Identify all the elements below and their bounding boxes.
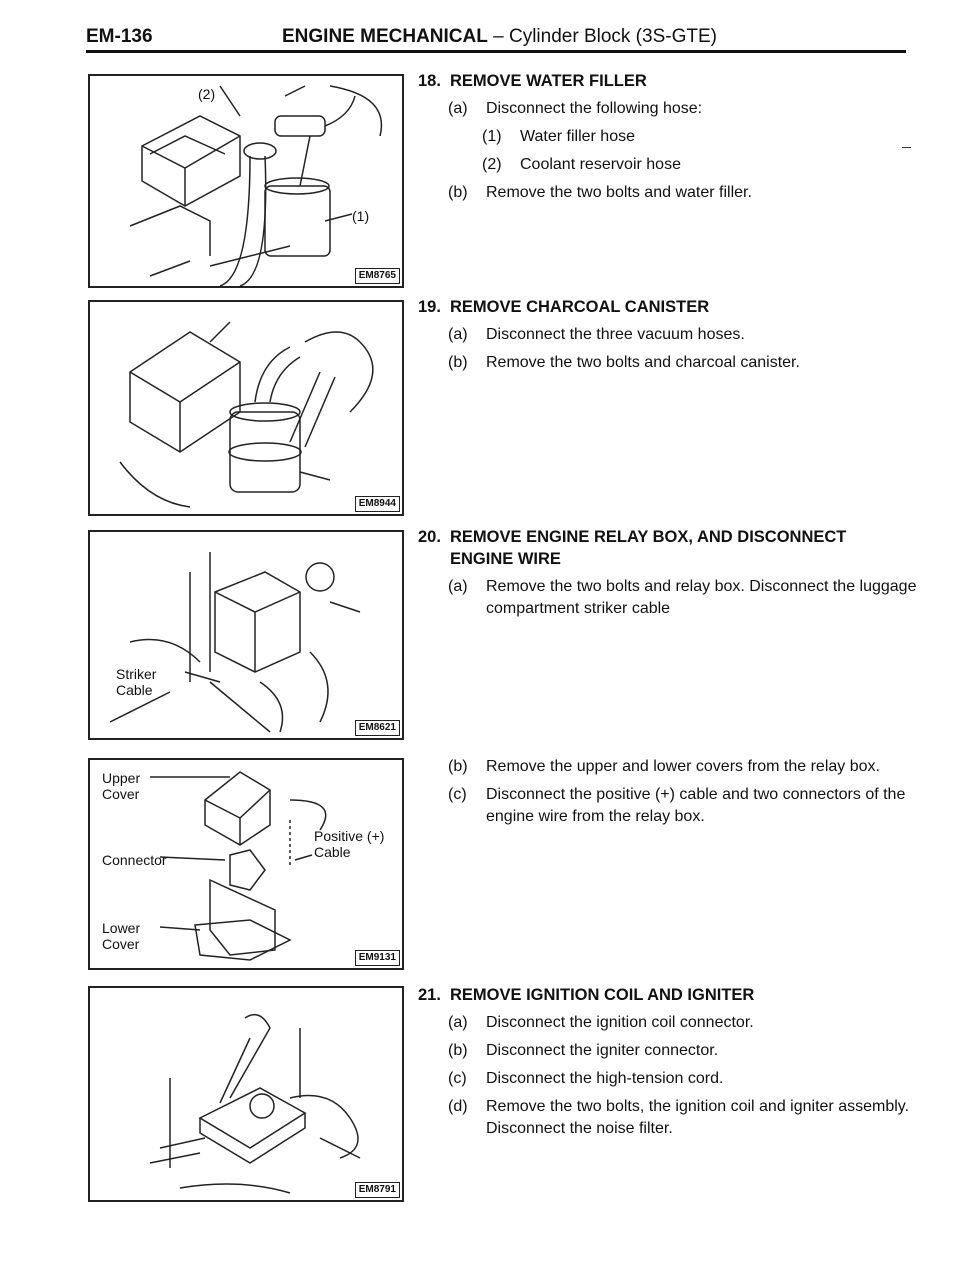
step-item [418, 784, 918, 828]
item-text: Remove the upper and lower covers from the relay box. [486, 758, 880, 775]
figure-water-filler [88, 74, 404, 288]
label-positive-cable: Cable [314, 844, 351, 860]
figure-code: EM8765 [355, 268, 400, 284]
figure-ignition-coil [88, 986, 404, 1202]
item-letter: (b) [448, 184, 468, 201]
item-text: Disconnect the igniter connector. [486, 1042, 719, 1059]
figure-code: EM8791 [355, 1182, 400, 1198]
item-text: Coolant reservoir hose [520, 156, 681, 173]
item-text: Water filler hose [520, 128, 635, 145]
label-striker: Striker [116, 666, 157, 682]
page-number: EM-136 [86, 26, 153, 47]
label-coolant-reservoir-hose: (2) [198, 86, 216, 102]
item-text: Disconnect the following hose: [486, 100, 703, 117]
step-heading [418, 296, 918, 318]
step-item [418, 324, 918, 346]
item-letter: (b) [448, 758, 468, 775]
figure-code: EM8944 [355, 496, 400, 512]
label-connector: Connector [102, 852, 167, 868]
label-cable: Cable [116, 682, 153, 698]
step-item [418, 98, 918, 120]
figure-relay-box-covers [88, 758, 404, 970]
step-21 [418, 984, 918, 1146]
figure-relay-box [88, 530, 404, 740]
step-heading [418, 984, 918, 1006]
figure-code: EM8621 [355, 720, 400, 736]
label-upper: Upper [102, 770, 141, 786]
item-letter: (a) [448, 326, 468, 343]
relay-box-illustration [90, 532, 402, 738]
charcoal-canister-illustration [90, 302, 402, 514]
step-20 [418, 526, 918, 626]
step-number: 19. [418, 298, 441, 316]
item-letter: (a) [448, 100, 468, 117]
step-title: REMOVE WATER FILLER [450, 72, 647, 90]
step-title: REMOVE IGNITION COIL AND IGNITER [450, 986, 755, 1004]
item-text: Remove the two bolts and charcoal canister. [486, 354, 800, 371]
step-title: REMOVE ENGINE RELAY BOX, AND DISCONNECT ENGINE WIRE [450, 528, 847, 568]
label-water-filler-hose: (1) [352, 208, 370, 224]
item-letter: (1) [482, 128, 502, 145]
label-upper-cover: Cover [102, 786, 140, 802]
step-item [418, 1040, 918, 1062]
step-item [418, 1068, 918, 1090]
header-rule [86, 50, 906, 53]
step-heading [418, 70, 918, 92]
step-18 [418, 70, 918, 210]
step-item [418, 182, 918, 204]
step-item [418, 352, 918, 374]
step-heading [418, 526, 918, 570]
item-letter: (a) [448, 1014, 468, 1031]
item-letter: (d) [448, 1098, 468, 1115]
ignition-coil-illustration [90, 988, 402, 1200]
item-text: Disconnect the high-tension cord. [486, 1070, 724, 1087]
step-20-continued [418, 756, 918, 834]
step-title: REMOVE CHARCOAL CANISTER [450, 298, 710, 316]
step-19 [418, 296, 918, 380]
title-subsection: – Cylinder Block (3S-GTE) [487, 26, 717, 47]
step-number: 21. [418, 986, 441, 1004]
item-text: Remove the two bolts and relay box. Disconnect the luggage compartment striker cable [486, 578, 917, 617]
step-item [418, 756, 918, 778]
step-number: 20. [418, 528, 441, 546]
step-subitem [418, 126, 918, 148]
item-text: Remove the two bolts, the ignition coil and igniter assembly. Disconnect the noise filter. [486, 1098, 910, 1137]
item-text: Disconnect the positive (+) cable and two connectors of the engine wire from the relay box. [486, 786, 906, 825]
label-positive: Positive (+) [314, 828, 385, 844]
item-letter: (c) [448, 1070, 467, 1087]
item-letter: (b) [448, 354, 468, 371]
step-number: 18. [418, 72, 441, 90]
item-letter: (a) [448, 578, 468, 595]
figure-charcoal-canister [88, 300, 404, 516]
item-letter: (b) [448, 1042, 468, 1059]
item-text: Disconnect the three vacuum hoses. [486, 326, 745, 343]
item-text: Remove the two bolts and water filler. [486, 184, 752, 201]
water-filler-illustration [90, 76, 402, 286]
item-letter: (c) [448, 786, 467, 803]
figure-code: EM9131 [355, 950, 400, 966]
step-item [418, 1012, 918, 1034]
step-item [418, 1096, 918, 1140]
label-lower-cover: Cover [102, 936, 140, 952]
step-item [418, 576, 918, 620]
item-letter: (2) [482, 156, 502, 173]
item-text: Disconnect the ignition coil connector. [486, 1014, 754, 1031]
title-section: ENGINE MECHANICAL [282, 26, 488, 47]
label-lower: Lower [102, 920, 141, 936]
step-subitem [418, 154, 918, 176]
page-title [282, 26, 717, 48]
page-header [86, 26, 906, 52]
